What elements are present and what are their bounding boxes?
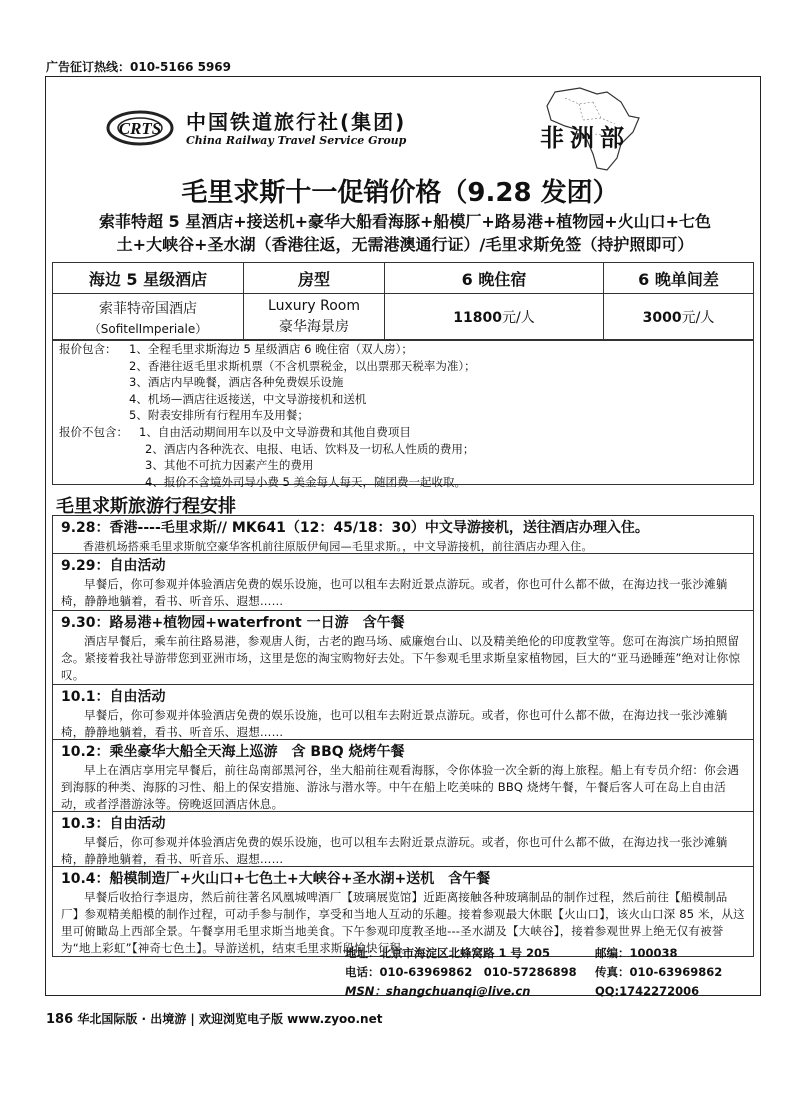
table-row: [53, 294, 754, 341]
day-title: 9.28：香港----毛里求斯// MK641（12：45/18：30）中文导游接机，送往酒店办理入住。: [61, 520, 649, 536]
itinerary-day: [52, 554, 754, 611]
list-item: 2、香港往返毛里求斯机票（不含机票税金，以出票那天税率为准）；: [129, 358, 476, 373]
hotel-name-cn: 索菲特帝国酒店: [99, 300, 197, 317]
contact-row: [345, 944, 678, 963]
fax: 传真：010-63969862: [595, 965, 723, 979]
day-desc: 早餐后，你可参观并体验酒店免费的娱乐设施，也可以租车去附近景点游玩。或者，你也可什么都不做，在海边找一张沙滩躺椅，静静地躺着，看书、听音乐、遐想……: [61, 577, 728, 608]
room-type-cn: 豪华海景房: [279, 319, 349, 335]
subtitle-line: 土+大峡谷+圣水湖（香港往返，无需港澳通行证）/毛里求斯免签（持护照即可）: [116, 235, 694, 254]
list-item: 报价包含： 1、全程毛里求斯海边 5 星级酒店 6 晚住宿（双人房）；: [59, 342, 413, 356]
hotel-name-en: （SofitelImperiale）: [88, 321, 208, 336]
msn: MSN：shangchuanqi@live.cn: [345, 984, 531, 998]
postcode: 邮编：100038: [595, 946, 678, 960]
qq: QQ:1742272006: [595, 984, 700, 998]
company-name-en: China Railway Travel Service Group: [186, 134, 407, 147]
itinerary-day: [52, 812, 754, 867]
list-item: 4、机场—酒店往返接送，中文导游接机和送机: [129, 391, 367, 406]
list-item: 2、酒店内各种洗衣、电报、电话、饮料及一切私人性质的费用；: [145, 441, 475, 456]
page-title: 毛里求斯十一促销价格（9.28 发团）: [181, 178, 619, 208]
header-price: 6 晚住宿: [385, 263, 604, 294]
day-title: 9.29：自由活动: [61, 558, 166, 574]
subtitle: [60, 210, 750, 256]
itinerary-list: [52, 515, 754, 957]
footer-text: 华北国际版 · 出境游 | 欢迎浏览电子版 www.zyoo.net: [77, 1012, 383, 1026]
day-title: 9.30：路易港+植物园+waterfront 一日游 含午餐: [61, 615, 405, 631]
single-value: 3000: [642, 310, 682, 326]
room-type-cell: [244, 294, 385, 341]
day-title: 10.1：自由活动: [61, 689, 166, 705]
room-type-en: Luxury Room: [268, 298, 360, 314]
crts-logo-icon: [100, 104, 180, 154]
list-item: 5、附表安排所有行程用车及用餐；: [129, 408, 309, 423]
day-desc: 早餐后，你可参观并体验酒店免费的娱乐设施，也可以租车去附近景点游玩。或者，你也可什么都不做，在海边找一张沙滩躺椅，静静地躺着，看书、听音乐、遐想……: [61, 835, 728, 866]
day-desc: 早餐后收拾行李退房，然后前往著名风凰城啤酒厂【玻璃展览馆】近距离接触各种玻璃制品的制作过程，然后前往【船模制品厂】参观精美船模的制作过程，可动手参与制作，享受和当地人互动的乐趣。接着参观最大休眠【火山口】，该火山口深 85 米，从这里可俯瞰岛上西部全景。午餐享用毛里求斯当地美食。下午参观印度教圣地---圣水湖及【大峡谷】，接着参观世界上绝无仅有被誉为“地上彩虹”【神奇七色土】。导游送机，结束毛里求斯段愉快行程。: [61, 890, 745, 955]
itinerary-day: [52, 611, 754, 685]
day-title: 10.4：船模制造厂+火山口+七色土+大峡谷+圣水湖+送机 含午餐: [61, 871, 491, 887]
hotel-name-cell: [53, 294, 244, 341]
department-title: 非洲部: [540, 124, 630, 152]
price-unit: 元/人: [502, 310, 535, 326]
price-value: 11800: [453, 310, 502, 326]
contact-row: [345, 963, 723, 982]
subtitle-line: 索菲特超 5 星酒店+接送机+豪华大船看海豚+船模厂+路易港+植物园+火山口+七色: [98, 212, 712, 231]
itinerary-day: [52, 740, 754, 812]
day-title: 10.2：乘坐豪华大船全天海上巡游 含 BBQ 烧烤午餐: [61, 744, 405, 760]
svg-text:CRTS: CRTS: [118, 119, 162, 138]
header-single: 6 晚单间差: [604, 263, 754, 294]
header-room: 房型: [244, 263, 385, 294]
header-hotel: 海边 5 星级酒店: [53, 263, 244, 294]
includes-label: 报价包含：: [59, 342, 117, 356]
day-desc: 早上在酒店享用完早餐后，前往岛南部黑河谷，坐大船前往观看海豚，令你体验一次全新的海上旅程。船上有专员介绍：你会遇到海豚的种类、海豚的习性、船上的保安措施、游泳与潜水等。中午在船上吃美味的 BBQ 烧烤午餐，午餐后客人可在岛上自由活动，或者浮潜游泳等。傍晚返回酒店休息。: [61, 763, 740, 811]
contact-row: [345, 982, 700, 1001]
company-logo: [100, 104, 460, 158]
list-item: 3、其他不可抗力因素产生的费用: [145, 458, 314, 473]
day-title: 10.3：自由活动: [61, 816, 166, 832]
day-desc: 早餐后，你可参观并体验酒店免费的娱乐设施，也可以租车去附近景点游玩。或者，你也可什么都不做，在海边找一张沙滩躺椅，静静地躺着，看书、听音乐、遐想……: [61, 708, 728, 739]
itinerary-day: [52, 516, 754, 554]
day-desc: 酒店早餐后，乘车前往路易港，参观唐人街，古老的跑马场、威廉炮台山、以及精美绝伦的印度教堂等。您可在海滨广场拍照留念。紧接着我社导游带您到亚洲市场，这里是您的淘宝购物好去处。下午参观毛里求斯皇家植物园，巨大的“亚马逊睡莲”绝对让你惊叹。: [61, 634, 741, 682]
hotel-price-table: [52, 262, 754, 341]
single-supplement-cell: [604, 294, 754, 341]
day-desc: 香港机场搭乘毛里求斯航空豪华客机前往原版伊甸园—毛里求斯。，中文导游接机，前往酒店办理入住。: [83, 540, 593, 553]
list-item: 3、酒店内早晚餐，酒店各种免费娱乐设施: [129, 375, 344, 390]
ad-hotline: 广告征订热线：010-5166 5969: [46, 60, 232, 74]
single-unit: 元/人: [681, 310, 715, 326]
page-footer: [46, 1010, 382, 1027]
page-number: 186: [46, 1012, 74, 1027]
list-item: 4、报价不含境外司导小费 5 美金每人每天，随团费一起收取。: [145, 474, 466, 489]
itinerary-day: [52, 685, 754, 740]
itinerary-title: 毛里求斯旅游行程安排: [56, 496, 236, 517]
table-header-row: [53, 263, 754, 294]
price-includes: [52, 339, 754, 489]
phone: 电话：010-63969862 010-57286898: [345, 965, 577, 979]
contact-info: [345, 944, 723, 1001]
excludes-label: 报价不包含：: [59, 424, 128, 439]
address: 地址：北京市海淀区北蜂窝路 1 号 205: [345, 946, 551, 960]
price-cell: [385, 294, 604, 341]
company-name-cn: 中国铁道旅行社(集团): [186, 110, 407, 134]
list-item: 报价不包含： 1、自由活动期间用车以及中文导游费和其他自费项目: [59, 424, 411, 439]
